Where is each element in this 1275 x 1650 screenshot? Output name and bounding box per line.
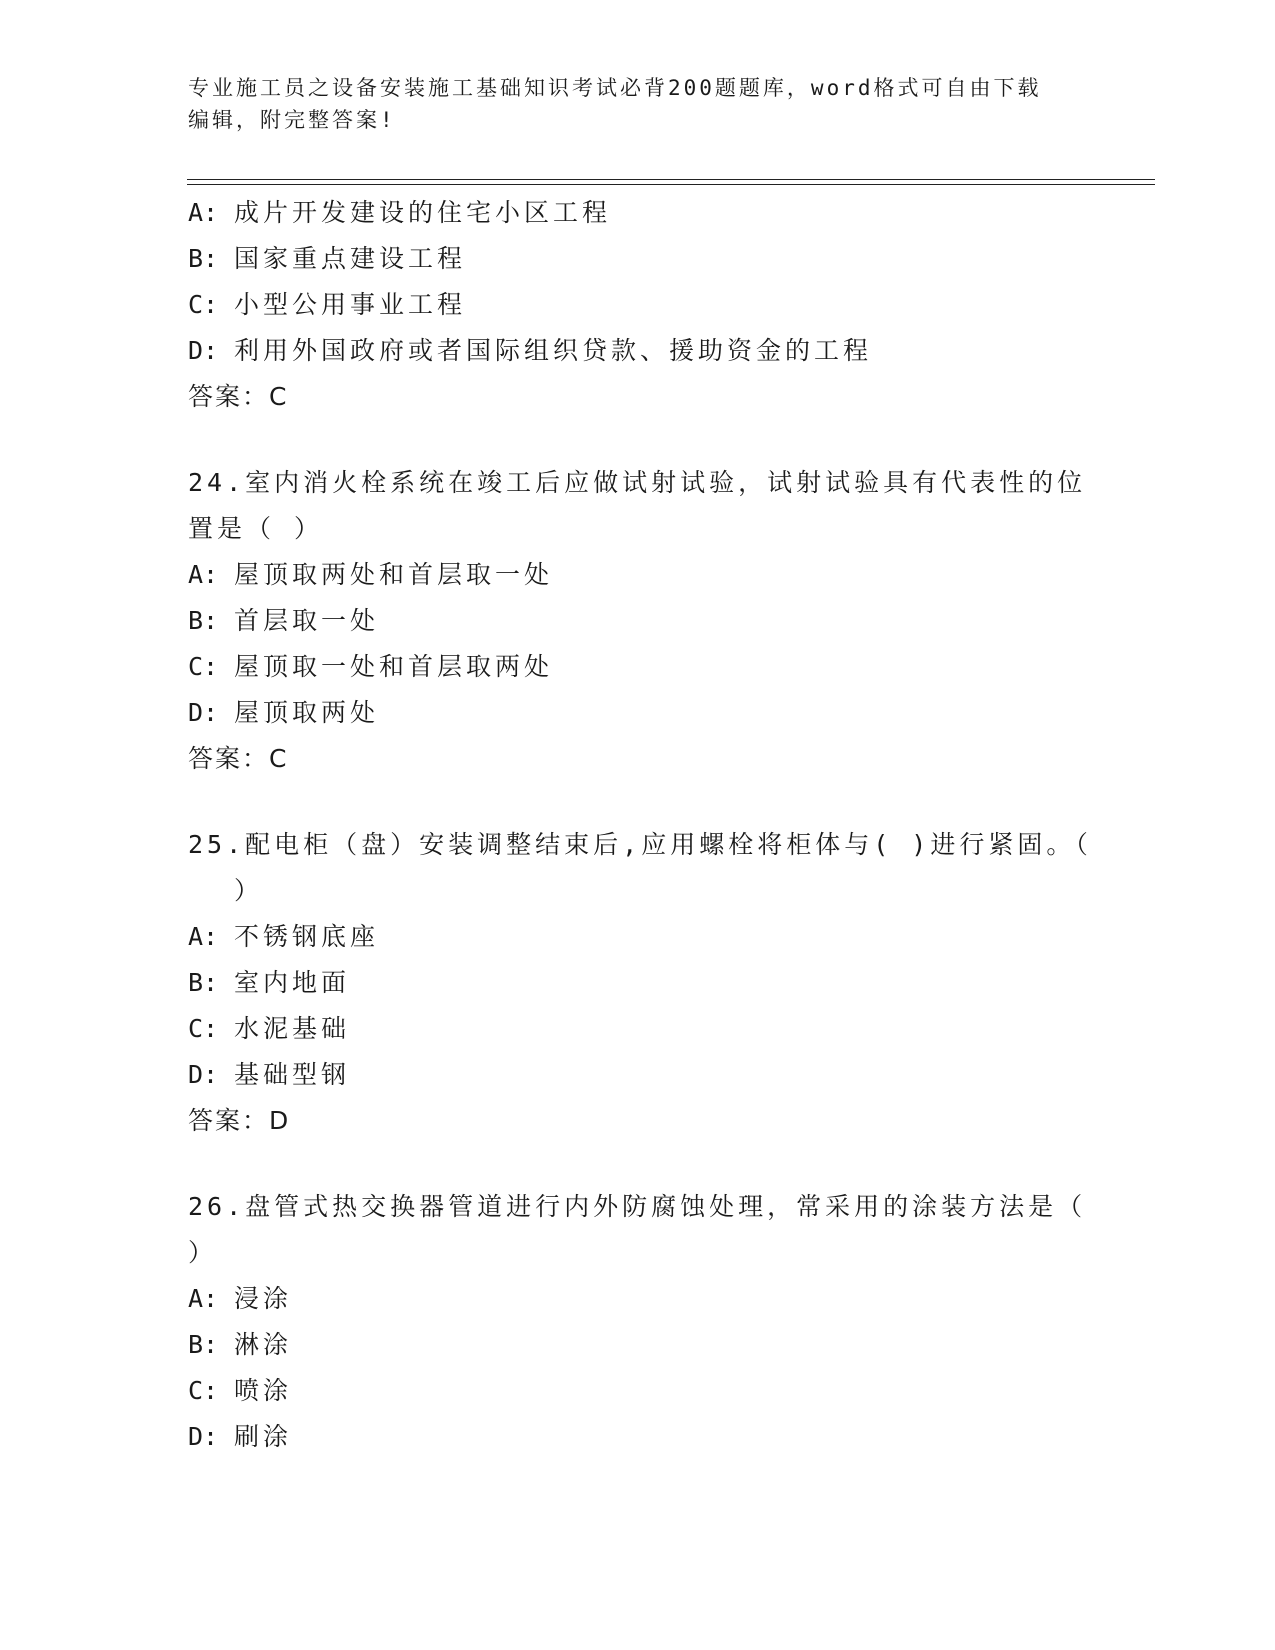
question-text: 24.室内消火栓系统在竣工后应做试射试验，试射试验具有代表性的位: [188, 468, 1087, 497]
option-text: 利用外国政府或者国际组织贷款、援助资金的工程: [234, 336, 873, 365]
question-text-continued: ）: [188, 1238, 218, 1267]
option-text: 屋顶取一处和首层取两处: [234, 652, 554, 681]
header-divider-bottom: [187, 184, 1155, 185]
option-letter: B:: [188, 1330, 219, 1359]
option-d: [188, 1414, 1088, 1460]
option-text: 喷涂: [234, 1376, 293, 1405]
option-c: [188, 644, 1088, 690]
option-letter: A:: [188, 560, 219, 589]
question-list: [188, 190, 1092, 1460]
option-b: [188, 1322, 1088, 1368]
header-divider-top: [187, 179, 1155, 180]
spacer: [188, 782, 1088, 822]
option-text: 刷涂: [234, 1422, 293, 1451]
option-letter: C:: [188, 290, 219, 319]
option-letter: B:: [188, 244, 219, 273]
option-letter: C:: [188, 1014, 219, 1043]
option-letter: D:: [188, 336, 219, 365]
header-line-1: 专业施工员之设备安装施工基础知识考试必背200题题库，word格式可自由下载: [188, 76, 1042, 100]
question-text: 26.盘管式热交换器管道进行内外防腐蚀处理，常采用的涂装方法是（: [188, 1192, 1087, 1221]
header-line-2: 编辑，附完整答案!: [188, 108, 396, 132]
question-23: [188, 190, 1088, 420]
option-text: 不锈钢底座: [234, 922, 380, 951]
option-c: [188, 1006, 1088, 1052]
option-text: 国家重点建设工程: [234, 244, 467, 273]
option-text: 首层取一处: [234, 606, 380, 635]
question-text-continued: 置是（ ）: [188, 514, 324, 543]
answer: 答案：C: [188, 744, 289, 773]
option-text: 屋顶取两处: [234, 698, 380, 727]
option-text: 屋顶取两处和首层取一处: [234, 560, 554, 589]
option-letter: B:: [188, 968, 219, 997]
option-a: [188, 914, 1088, 960]
question-text: 25.配电柜（盘）安装调整结束后,应用螺栓将柜体与( )进行紧固。（: [188, 830, 1092, 859]
option-letter: B:: [188, 606, 219, 635]
option-c: [188, 1368, 1088, 1414]
option-text: 淋涂: [234, 1330, 293, 1359]
option-d: [188, 1052, 1088, 1098]
option-a: [188, 1276, 1088, 1322]
spacer: [188, 1144, 1088, 1184]
option-text: 水泥基础: [234, 1014, 351, 1043]
option-letter: C:: [188, 1376, 219, 1405]
option-letter: A:: [188, 1284, 219, 1313]
option-letter: D:: [188, 1422, 219, 1451]
option-d: [188, 328, 1088, 374]
option-text: 浸涂: [234, 1284, 293, 1313]
option-text: 小型公用事业工程: [234, 290, 467, 319]
option-letter: D:: [188, 1060, 219, 1089]
spacer: [188, 420, 1088, 460]
question-26: [188, 1184, 1088, 1460]
option-b: [188, 236, 1088, 282]
option-b: [188, 598, 1088, 644]
option-b: [188, 960, 1088, 1006]
option-letter: C:: [188, 652, 219, 681]
answer: 答案：C: [188, 382, 289, 411]
option-text: 基础型钢: [234, 1060, 351, 1089]
option-letter: A:: [188, 922, 219, 951]
option-text: 室内地面: [234, 968, 351, 997]
option-letter: A:: [188, 198, 219, 227]
question-25: [188, 822, 1092, 1144]
option-d: [188, 690, 1088, 736]
option-a: [188, 552, 1088, 598]
answer: 答案：D: [188, 1106, 291, 1135]
option-letter: D:: [188, 698, 219, 727]
option-c: [188, 282, 1088, 328]
option-text: 成片开发建设的住宅小区工程: [234, 198, 612, 227]
question-24: [188, 460, 1088, 782]
option-a: [188, 190, 1088, 236]
question-text-continued: ）: [234, 876, 264, 905]
document-header: [188, 72, 1068, 136]
